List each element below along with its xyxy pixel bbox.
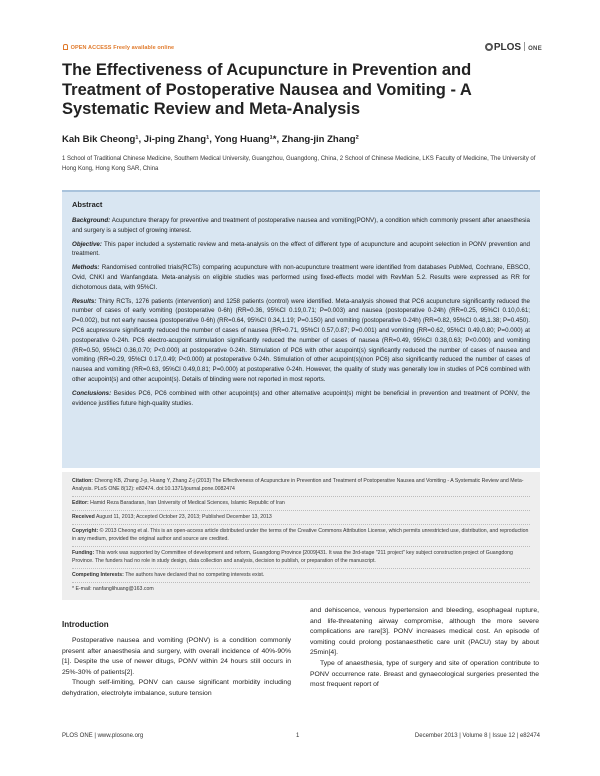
corresponding-email[interactable]: * E-mail: nanfanglihuang@163.com	[72, 586, 154, 592]
body-paragraph: Postoperative nausea and vomiting (PONV) is a condition commonly present after anaesthesia and surgery, with overall incidence of 40%-90%[1]. Despite the use of newer ditugs, PONV within 24 hours still occurs in 25%-30% of patients[2].	[62, 637, 291, 676]
copyright: Copyright: © 2013 Cheong et al. This is an open-access article distributed under the terms of the Creative Commons Attribution License, which permits unrestricted use, distribution, and reproduction in any medium, provided the original author and source are credited.	[72, 525, 530, 547]
plos-logo-icon	[485, 43, 493, 51]
abstract-heading: Abstract	[72, 200, 103, 209]
journal-logo: PLOS ONE	[485, 42, 542, 53]
open-lock-icon	[63, 44, 68, 50]
abstract-background: Background: Acupuncture therapy for preventive and treatment of postoperative nausea and vomiting(PONV), a condition which commonly present after anaesthesia and surgery is a subject of growing interest.	[72, 217, 530, 234]
abstract-results: Results: Thirty RCTs, 1276 patients (intervention) and 1258 patients (control) were identified. Meta-analysis showed that PC6 acupuncture significantly reduced the number of cases of early vomiting (postoperative 0-6h) (RR=0.36, 95%CI 0.19,0.71; P=0.003) and nausea (postoperative 0-24h) (RR=0.25, 95%CI 0.10,0.61; P=0.002), but not early nausea (postoperative 0-6h) (RR=0.64, 95%CI 0.34,1.19; P=0.150) and vomiting (postoperative 0-24h) (RR=0.82, 95%CI 0.48,1.38; P=0.450). PC6 acupressure significantly reduced the number of cases of nausea (RR=0.71, 95%CI 0.57,0.87; P=0.001) and vomiting (RR=0.62, 95%CI 0.49,0.80; P=0.000) at postoperative 0-24h. PC6 electro-acupoint stimulation significantly reduced the number of cases of nausea (RR=0.49, 95%CI 0.38,0.63; P<0.000) and vomiting (RR=0.50, 95%CI 0.36,0.70; P<0.000) at postoperative 0-24h. Stimulation of PC6 with other acupoint(s) significantly reduced the number of cases of nausea and vomiting (RR=0.29, 95%CI 0.17,0.49; P<0.000) at postoperative 0-24h. Stimulation of other acupoint(s)(non PC6) also significantly reduced the number of cases of nausea and vomiting (RR=0.63, 95%CI 0.49,0.81; P=0.000) at postoperative 0-24h. However, the quality of study was generally low in studies of PC6 combined with other acupoint(s) and other acupoint(s). Details of blinding were not reported in most reports.	[72, 297, 530, 383]
affiliations: 1 School of Traditional Chinese Medicine, Southern Medical University, Guangzhou, Guangdong, China, 2 School of Chinese Medicine, LKS Faculty of Medicine, The University of Hong Kong, Hong Kong SAR, China	[62, 156, 536, 172]
competing-interests: Competing Interests: The authors have declared that no competing interests exist.	[72, 569, 530, 583]
right-column	[310, 606, 539, 691]
dates: Received August 11, 2013; Accepted October 23, 2013; Published December 13, 2013	[72, 511, 530, 525]
editor: Editor: Hamid Reza Baradaran, Iran University of Medical Sciences, Islamic Republic of Iran	[72, 497, 530, 511]
funding: Funding: This work was supported by Committee of development and reform, Guangdong Province [2009]431. It was the 3rd-stage "211 project" key subject construction project of Guangdong Province. The funders had no role in study design, data collection and analysis, decision to publish, or preparation of the manuscript.	[72, 547, 530, 569]
left-column	[62, 636, 291, 700]
footer-issue: December 2013 | Volume 8 | Issue 12 | e82474	[414, 733, 540, 739]
top-bar	[62, 42, 542, 56]
abstract-methods: Methods: Randomised controlled trials(RCTs) comparing acupuncture with non-acupuncture treatment were identified from databases PubMed, Cochrane, EBSCO, Ovid, CNKI and Wanfangdata. Meta-analysis on eligible studies was performed using fixed-effects model with RevMan 5.2. Results were expressed as RR for dichotomous data, with 95%CI.	[72, 264, 530, 291]
footer-journal[interactable]: PLOS ONE | www.plosone.org	[62, 733, 144, 739]
author-list: Kah Bik Cheong¹, Ji-ping Zhang¹, Yong Huang¹*, Zhang-jin Zhang²	[62, 134, 359, 145]
paper-title: The Effectiveness of Acupuncture in Prevention and Treatment of Postoperative Nausea and Vomiting - A Systematic Review and Meta-Analysis	[62, 61, 472, 118]
abstract-objective: Objective: This paper included a systematic review and meta-analysis on the effect of different type of acupuncture and acupoint selection in PONV prevention and treatment.	[72, 240, 530, 258]
open-access-label: OPEN ACCESS Freely available online	[62, 44, 174, 51]
abstract-conclusions: Conclusions: Besides PC6, PC6 combined with other acupoint(s) and other alternative acupoint(s) might be beneficial in prevention and treatment of PONV, the evidence justifies future high-quality studies.	[72, 389, 530, 407]
abstract-box	[62, 190, 540, 468]
body-paragraph: Though self-limiting, PONV can cause significant morbidity including dehydration, electrolyte imbalance, suture tension	[62, 679, 291, 697]
body-paragraph: Type of anaesthesia, type of surgery and site of operation contribute to PONV occurrence rate. Breast and gynaecological surgeries presented the most frequent report of	[310, 659, 539, 689]
citation: Citation: Cheong KB, Zhang J-p, Huang Y, Zhang Z-j (2013) The Effectiveness of Acupuncture in Prevention and Treatment of Postoperative Nausea and Vomiting - A Systematic Review and Meta-Analysis. PLoS ONE 8(12): e82474. doi:10.1371/journal.pone.0082474	[72, 475, 530, 497]
body-paragraph: and dehiscence, venous hypertension and bleeding, esophageal rupture, and life-threatening airway compromise, although the more severe complications are rare[3]. PONV increases medical cost. An episode of vomiting could prolong postanaesthetic care unit (PACU) stay by about 25min[4].	[310, 607, 539, 657]
page-number: 1	[296, 733, 300, 739]
article-metadata	[62, 472, 540, 600]
introduction-heading: Introduction	[62, 620, 109, 629]
